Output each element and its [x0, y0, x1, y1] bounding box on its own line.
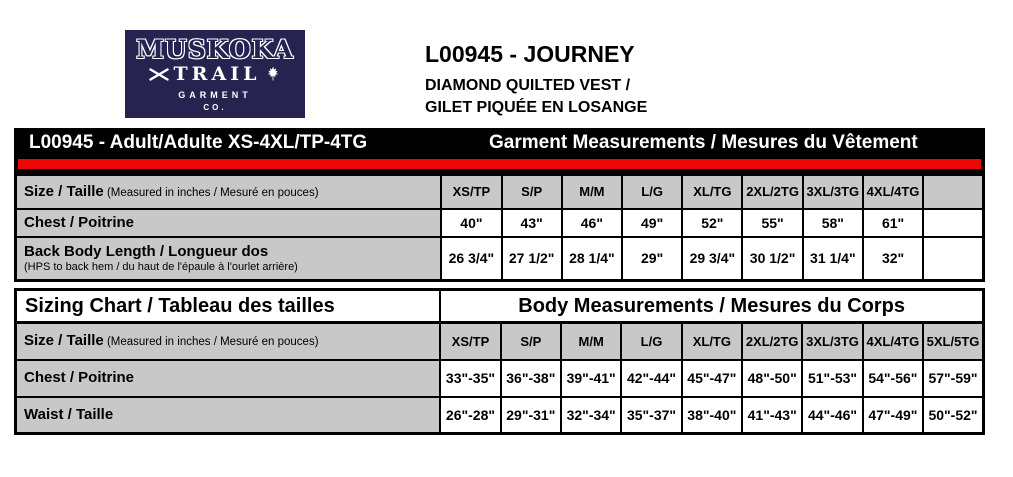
measurement-row: [16, 237, 984, 281]
measurement-value: 52": [682, 209, 742, 237]
row-label: [16, 360, 441, 397]
body-header-left: Sizing Chart / Tableau des tailles: [16, 290, 441, 323]
measurement-value: [923, 209, 983, 237]
measurement-row: [16, 360, 984, 397]
size-note-text: (Measured in inches / Mesuré en pouces): [103, 186, 319, 199]
size-column-header: 2XL/2TG: [742, 323, 802, 360]
measurement-value: 47"-49": [863, 397, 923, 434]
measurement-value: 45"-47": [682, 360, 742, 397]
row-label: [16, 237, 442, 281]
size-label-text: Size / Taille: [24, 332, 104, 350]
measurement-value: 29": [622, 237, 682, 281]
size-column-header: 4XL/4TG: [863, 175, 923, 209]
logo-wordmark-muskoka: MUSKOKA: [136, 34, 294, 64]
measurement-value: 32"-34": [561, 397, 621, 434]
measurement-value: 61": [863, 209, 923, 237]
garment-measurements-section: [14, 128, 985, 282]
row-label-text: Waist / Taille: [24, 405, 114, 423]
measurement-value: 26"-28": [440, 397, 500, 434]
measurement-value: 33"-35": [440, 360, 500, 397]
logo-garment-text: GARMENT: [178, 89, 252, 100]
size-column-header: S/P: [502, 175, 562, 209]
size-column-header: 2XL/2TG: [742, 175, 802, 209]
red-stripe-wrap: [14, 158, 985, 173]
row-label-text: Chest / Poitrine: [24, 213, 135, 231]
row-label-text: Chest / Poitrine: [24, 369, 135, 386]
measurement-value: 57"-59": [923, 360, 983, 397]
size-column-header: XS/TP: [440, 323, 500, 360]
measurement-row: [16, 397, 984, 434]
size-column-header: S/P: [501, 323, 561, 360]
measurement-value: 55": [742, 209, 802, 237]
measurement-value: 40": [441, 209, 501, 237]
product-title: L00945 - JOURNEY: [425, 41, 635, 67]
crossed-paddles-icon: [149, 68, 169, 81]
size-column-header: L/G: [621, 323, 681, 360]
size-column-header: 5XL/5TG: [923, 323, 983, 360]
body-measurements-table: [14, 288, 985, 435]
measurement-value: 29 3/4": [682, 237, 742, 281]
logo-trail-row: [149, 62, 282, 85]
measurement-value: 41"-43": [742, 397, 802, 434]
measurement-value: 27 1/2": [502, 237, 562, 281]
measurement-value: 36"-38": [501, 360, 561, 397]
size-column-header: M/M: [562, 175, 622, 209]
measurement-value: [923, 237, 983, 281]
measurement-value: 50"-52": [923, 397, 983, 434]
body-header-right: Body Measurements / Mesures du Corps: [440, 290, 983, 323]
measurement-value: 39"-41": [561, 360, 621, 397]
product-subtitle-fr: GILET PIQUÉE EN LOSANGE: [425, 99, 648, 117]
size-row-label: [16, 175, 442, 209]
row-label: [16, 209, 442, 237]
size-column-header: 3XL/3TG: [803, 175, 863, 209]
logo-wordmark-trail: TRAIL: [173, 62, 261, 85]
measurement-row: [16, 209, 984, 237]
size-note-text: (Measured in inches / Mesuré en pouces): [103, 336, 319, 349]
size-label-text: Size / Taille: [24, 182, 104, 200]
size-column-header: XS/TP: [441, 175, 501, 209]
measurement-value: 28 1/4": [562, 237, 622, 281]
size-column-header: XL/TG: [682, 175, 742, 209]
garment-header-left: L00945 - Adult/Adulte XS-4XL/TP-4TG: [29, 132, 368, 153]
measurement-value: 35"-37": [621, 397, 681, 434]
red-accent-stripe: [18, 159, 981, 169]
garment-measurements-table: [14, 173, 985, 282]
measurement-value: 49": [622, 209, 682, 237]
size-column-header: [923, 175, 983, 209]
measurement-value: 26 3/4": [441, 237, 501, 281]
size-column-header: XL/TG: [682, 323, 742, 360]
measurement-value: 48"-50": [742, 360, 802, 397]
size-column-header: 3XL/3TG: [802, 323, 862, 360]
row-label: [16, 397, 441, 434]
measurement-value: 58": [803, 209, 863, 237]
row-sublabel-text: (HPS to back hem / du haut de l'épaule à l'ourlet arrière): [24, 260, 298, 273]
measurement-value: 51"-53": [802, 360, 862, 397]
measurement-value: 32": [863, 237, 923, 281]
logo-co-text: CO.: [203, 102, 227, 112]
measurement-value: 42"-44": [621, 360, 681, 397]
garment-header-right: Garment Measurements / Mesures du Vêtement: [489, 132, 918, 153]
measurement-value: 38"-40": [682, 397, 742, 434]
product-title-block: [425, 41, 647, 120]
size-column-header: M/M: [561, 323, 621, 360]
product-subtitle-en: DIAMOND QUILTED VEST /: [425, 77, 631, 94]
size-column-header: L/G: [622, 175, 682, 209]
measurement-value: 46": [562, 209, 622, 237]
muskoka-trail-logo: [125, 30, 305, 118]
body-size-header-row: [16, 323, 984, 360]
measurement-value: 31 1/4": [803, 237, 863, 281]
measurement-value: 44"-46": [802, 397, 862, 434]
body-measurements-section: [14, 288, 985, 435]
size-column-header: 4XL/4TG: [863, 323, 923, 360]
measurement-value: 54"-56": [863, 360, 923, 397]
garment-size-header-row: [16, 175, 984, 209]
garment-section-header: [14, 128, 985, 158]
maple-leaf-icon: [265, 66, 281, 82]
body-table-title-row: [16, 290, 984, 323]
measurement-value: 29"-31": [501, 397, 561, 434]
row-label-text: Back Body Length / Longueur dos: [24, 242, 269, 260]
measurement-value: 30 1/2": [742, 237, 802, 281]
size-row-label: [16, 323, 441, 360]
measurement-value: 43": [502, 209, 562, 237]
